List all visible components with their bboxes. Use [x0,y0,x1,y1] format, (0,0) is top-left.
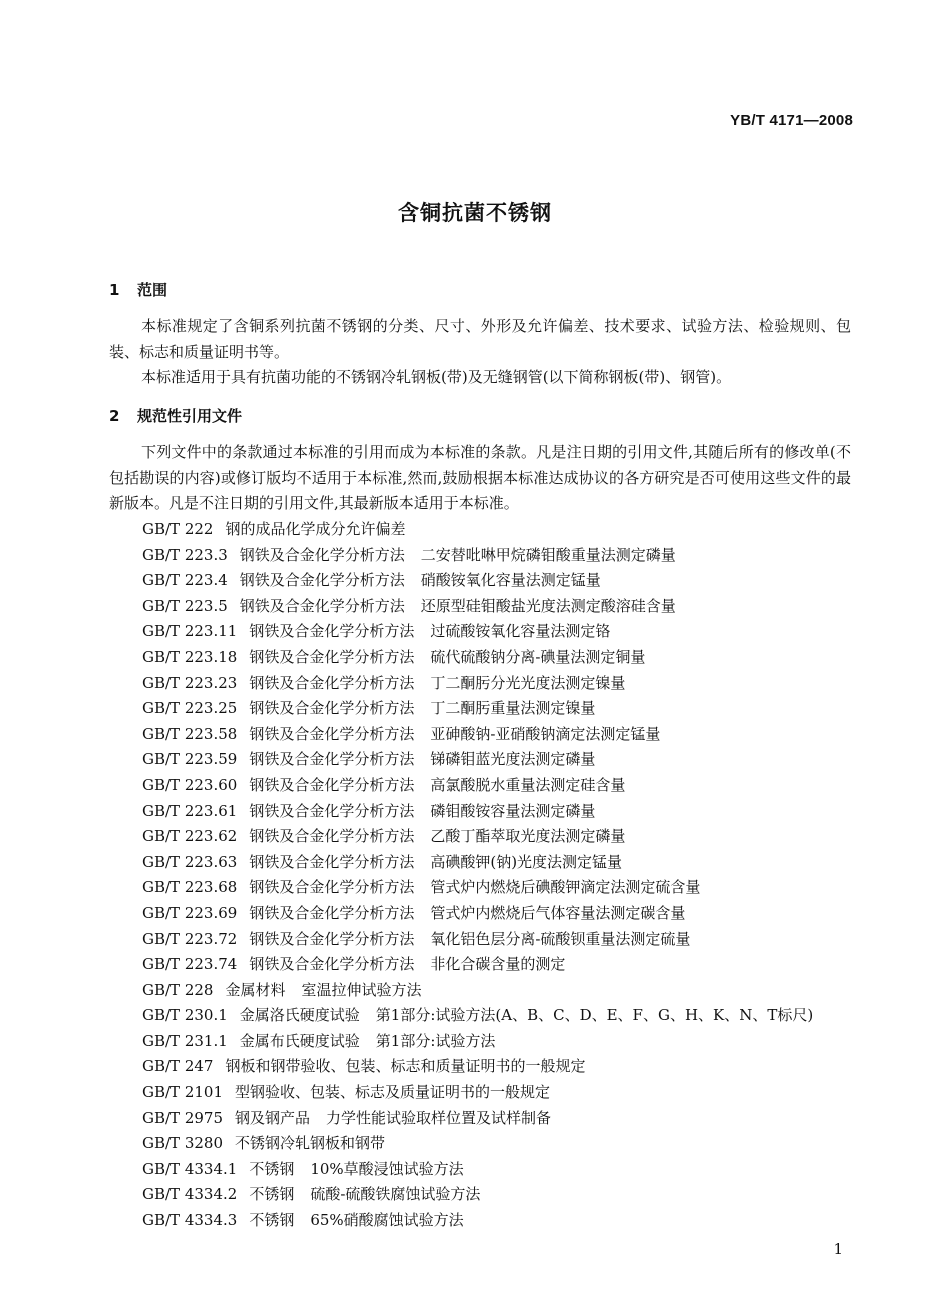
reference-code: GB/T 223.59 [142,750,238,769]
section-2-heading [109,405,242,426]
reference-title: 钢铁及合金化学分析方法 [249,673,415,692]
reference-title: 钢铁及合金化学分析方法 [239,545,405,564]
page-number: 1 [833,1240,843,1258]
reference-title: 不锈钢 [249,1159,295,1178]
reference-item [142,1054,813,1080]
reference-code: GB/T 223.69 [142,903,238,922]
section-1-title: 范围 [137,281,168,299]
reference-method: 丁二酮肟重量法测定镍量 [430,699,596,718]
reference-code: GB/T 4334.2 [142,1185,238,1204]
reference-title: 钢铁及合金化学分析方法 [239,596,405,615]
reference-code: GB/T 223.63 [142,852,238,871]
reference-code: GB/T 4334.3 [142,1211,238,1230]
reference-item [142,1080,813,1106]
reference-title: 钢铁及合金化学分析方法 [249,929,415,948]
reference-method: 丁二酮肟分光光度法测定镍量 [430,673,626,692]
reference-code: GB/T 223.4 [142,571,228,590]
reference-item [142,568,813,594]
reference-code: GB/T 223.18 [142,647,238,666]
reference-method: 硫代硫酸钠分离-碘量法测定铜量 [430,647,646,666]
reference-method: 硝酸铵氧化容量法测定锰量 [420,571,601,590]
reference-method: 还原型硅钼酸盐光度法测定酸溶硅含量 [420,596,676,615]
reference-method: 第1部分:试验方法 [375,1031,496,1050]
reference-code: GB/T 223.68 [142,878,238,897]
reference-title: 钢铁及合金化学分析方法 [249,827,415,846]
reference-code: GB/T 223.74 [142,955,238,974]
reference-title: 钢铁及合金化学分析方法 [249,903,415,922]
reference-code: GB/T 2975 [142,1108,224,1127]
reference-item [142,799,813,825]
reference-method: 管式炉内燃烧后碘酸钾滴定法测定硫含量 [430,878,701,897]
scope-paragraph-2: 本标准适用于具有抗菌功能的不锈钢冷轧钢板(带)及无缝钢管(以下简称钢板(带)、钢管)。 [141,368,732,386]
reference-title: 不锈钢 [249,1211,295,1230]
reference-title: 钢铁及合金化学分析方法 [249,647,415,666]
reference-method: 氧化铝色层分离-硫酸钡重量法测定硫量 [430,929,691,948]
reference-list [142,517,813,1234]
reference-title: 金属材料 [225,980,286,999]
reference-title: 钢铁及合金化学分析方法 [249,699,415,718]
reference-item [142,1029,813,1055]
reference-method: 力学性能试验取样位置及试样制备 [326,1108,552,1127]
reference-method: 管式炉内燃烧后气体容量法测定碳含量 [430,903,686,922]
reference-code: GB/T 223.25 [142,699,238,718]
reference-method: 高氯酸脱水重量法测定硅含量 [430,775,626,794]
reference-item [142,619,813,645]
reference-code: GB/T 223.3 [142,545,228,564]
reference-title: 金属洛氏硬度试验 [239,1006,360,1025]
reference-code: GB/T 228 [142,980,214,999]
reference-code: GB/T 223.23 [142,673,238,692]
reference-code: GB/T 223.62 [142,827,238,846]
reference-title: 型钢验收、包装、标志及质量证明书的一般规定 [235,1083,551,1102]
reference-method: 过硫酸铵氧化容量法测定铬 [430,622,611,641]
reference-code: GB/T 223.72 [142,929,238,948]
section-1-number: 1 [109,281,120,299]
section-1-heading [109,279,167,300]
reference-item [142,901,813,927]
reference-code: GB/T 230.1 [142,1006,228,1025]
reference-item [142,747,813,773]
reference-item [142,1131,813,1157]
reference-title: 钢及钢产品 [235,1108,311,1127]
reference-method: 磷钼酸铵容量法测定磷量 [430,801,596,820]
reference-method: 硫酸-硫酸铁腐蚀试验方法 [310,1185,481,1204]
scope-paragraph-1: 本标准规定了含铜系列抗菌不锈钢的分类、尺寸、外形及允许偏差、技术要求、试验方法、检验规则、包装、标志和质量证明书等。 [109,317,851,361]
reference-code: GB/T 223.11 [142,622,238,641]
reference-item [142,722,813,748]
reference-title: 钢的成品化学成分允许偏差 [225,520,406,538]
reference-title: 钢铁及合金化学分析方法 [249,955,415,974]
reference-item [142,1208,813,1234]
reference-item [142,1157,813,1183]
reference-method: 10%草酸浸蚀试验方法 [310,1159,464,1178]
reference-method: 乙酸丁酯萃取光度法测定磷量 [430,827,626,846]
reference-item [142,875,813,901]
reference-code: GB/T 3280 [142,1134,224,1153]
reference-item [142,594,813,620]
reference-title: 不锈钢冷轧钢板和钢带 [235,1134,386,1153]
reference-title: 钢铁及合金化学分析方法 [239,571,405,590]
reference-title: 不锈钢 [249,1185,295,1204]
reference-item [142,850,813,876]
reference-method: 高碘酸钾(钠)光度法测定锰量 [430,852,623,871]
reference-item [142,978,813,1004]
reference-title: 钢铁及合金化学分析方法 [249,775,415,794]
reference-item [142,671,813,697]
reference-title: 钢铁及合金化学分析方法 [249,878,415,897]
section-2-number: 2 [109,407,120,425]
reference-item [142,952,813,978]
reference-title: 钢铁及合金化学分析方法 [249,852,415,871]
reference-code: GB/T 223.61 [142,801,238,820]
reference-item [142,1003,813,1029]
reference-title: 钢板和钢带验收、包装、标志和质量证明书的一般规定 [225,1057,586,1076]
reference-title: 金属布氏硬度试验 [239,1031,360,1050]
reference-item [142,645,813,671]
reference-method: 第1部分:试验方法(A、B、C、D、E、F、G、H、K、N、T标尺) [375,1006,814,1025]
reference-method: 亚砷酸钠-亚硝酸钠滴定法测定锰量 [430,724,661,743]
reference-code: GB/T 4334.1 [142,1159,238,1178]
reference-method: 非化合碳含量的测定 [430,955,566,974]
reference-code: GB/T 2101 [142,1083,224,1102]
document-title: 含铜抗菌不锈钢 [398,201,552,225]
reference-title: 钢铁及合金化学分析方法 [249,724,415,743]
reference-title: 钢铁及合金化学分析方法 [249,750,415,769]
reference-code: GB/T 223.58 [142,724,238,743]
section-2-title: 规范性引用文件 [137,407,243,425]
reference-code: GB/T 247 [142,1057,214,1076]
reference-item [142,773,813,799]
standard-code: YB/T 4171—2008 [730,112,853,129]
reference-code: GB/T 223.60 [142,775,238,794]
reference-item [142,517,813,543]
reference-item [142,543,813,569]
reference-code: GB/T 231.1 [142,1031,228,1050]
reference-item [142,824,813,850]
references-intro-paragraph: 下列文件中的条款通过本标准的引用而成为本标准的条款。凡是注日期的引用文件,其随后所有的修改单(不包括勘误的内容)或修订版均不适用于本标准,然而,鼓励根据本标准达成协议的各方研究是否可使用这些文件的最新版本。凡是不注日期的引用文件,其最新版本适用于本标准。 [109,443,851,512]
reference-title: 钢铁及合金化学分析方法 [249,622,415,641]
reference-item [142,696,813,722]
reference-method: 65%硝酸腐蚀试验方法 [310,1211,464,1230]
reference-code: GB/T 222 [142,520,214,538]
reference-title: 钢铁及合金化学分析方法 [249,801,415,820]
reference-item [142,1182,813,1208]
reference-item [142,1106,813,1132]
reference-method: 二安替吡啉甲烷磷钼酸重量法测定磷量 [420,545,676,564]
reference-method: 锑磷钼蓝光度法测定磷量 [430,750,596,769]
reference-method: 室温拉伸试验方法 [301,980,422,999]
reference-code: GB/T 223.5 [142,596,228,615]
reference-item [142,927,813,953]
